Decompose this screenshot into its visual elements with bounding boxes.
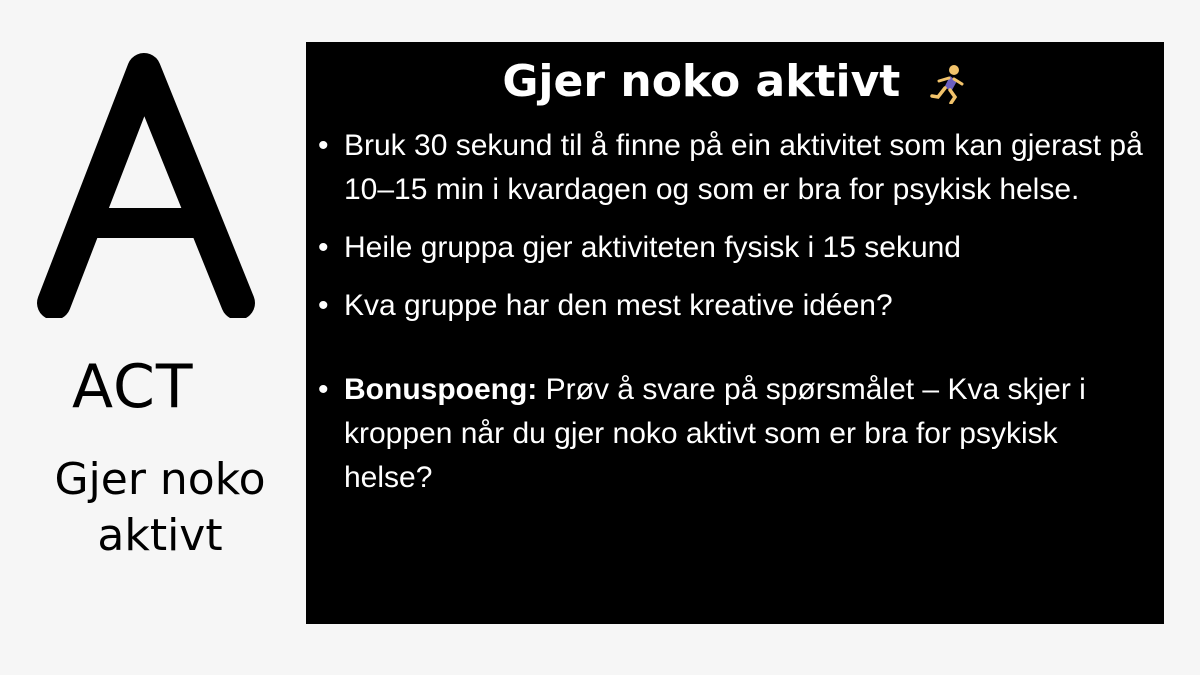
running-person-icon [930, 64, 968, 104]
list-item: • Kva gruppe har den mest kreative idéen? [318, 289, 893, 322]
bullet-text: Heile gruppa gjer aktiviteten fysisk i 15 sekund [344, 231, 961, 264]
bullet-list [306, 124, 1164, 500]
bullet-text: Bruk 30 sekund til å finne på ein aktivitet som kan gjerast på 10–15 min i kvardagen og som er bra for psykisk helse. [344, 129, 1143, 206]
panel-title-row [306, 52, 1164, 112]
bonus-label: Bonuspoeng: [344, 373, 538, 406]
bullet-text: Kva gruppe har den mest kreative idéen? [344, 289, 893, 322]
list-item: • Bruk 30 sekund til å finne på ein aktivitet som kan gjerast på 10–15 min i kvardagen og som er bra for psykisk helse. [318, 129, 1143, 206]
list-item: • Heile gruppa gjer aktiviteten fysisk i 15 sekund [318, 231, 961, 264]
list-item: • Bonuspoeng: Prøv å svare på spørsmålet – Kva skjer i kroppen når du gjer noko aktivt som er bra for psykisk helse? [318, 373, 1086, 494]
bullet-text: Prøv å svare på spørsmålet – Kva skjer i kroppen når du gjer noko aktivt som er bra for psykisk helse? [344, 373, 1086, 494]
panel-title: Gjer noko aktivt [502, 56, 901, 107]
act-label: ACT [72, 352, 194, 422]
activity-panel [306, 42, 1164, 624]
side-subtitle: Gjer noko aktivt [54, 454, 266, 561]
big-letter-a [28, 48, 268, 318]
